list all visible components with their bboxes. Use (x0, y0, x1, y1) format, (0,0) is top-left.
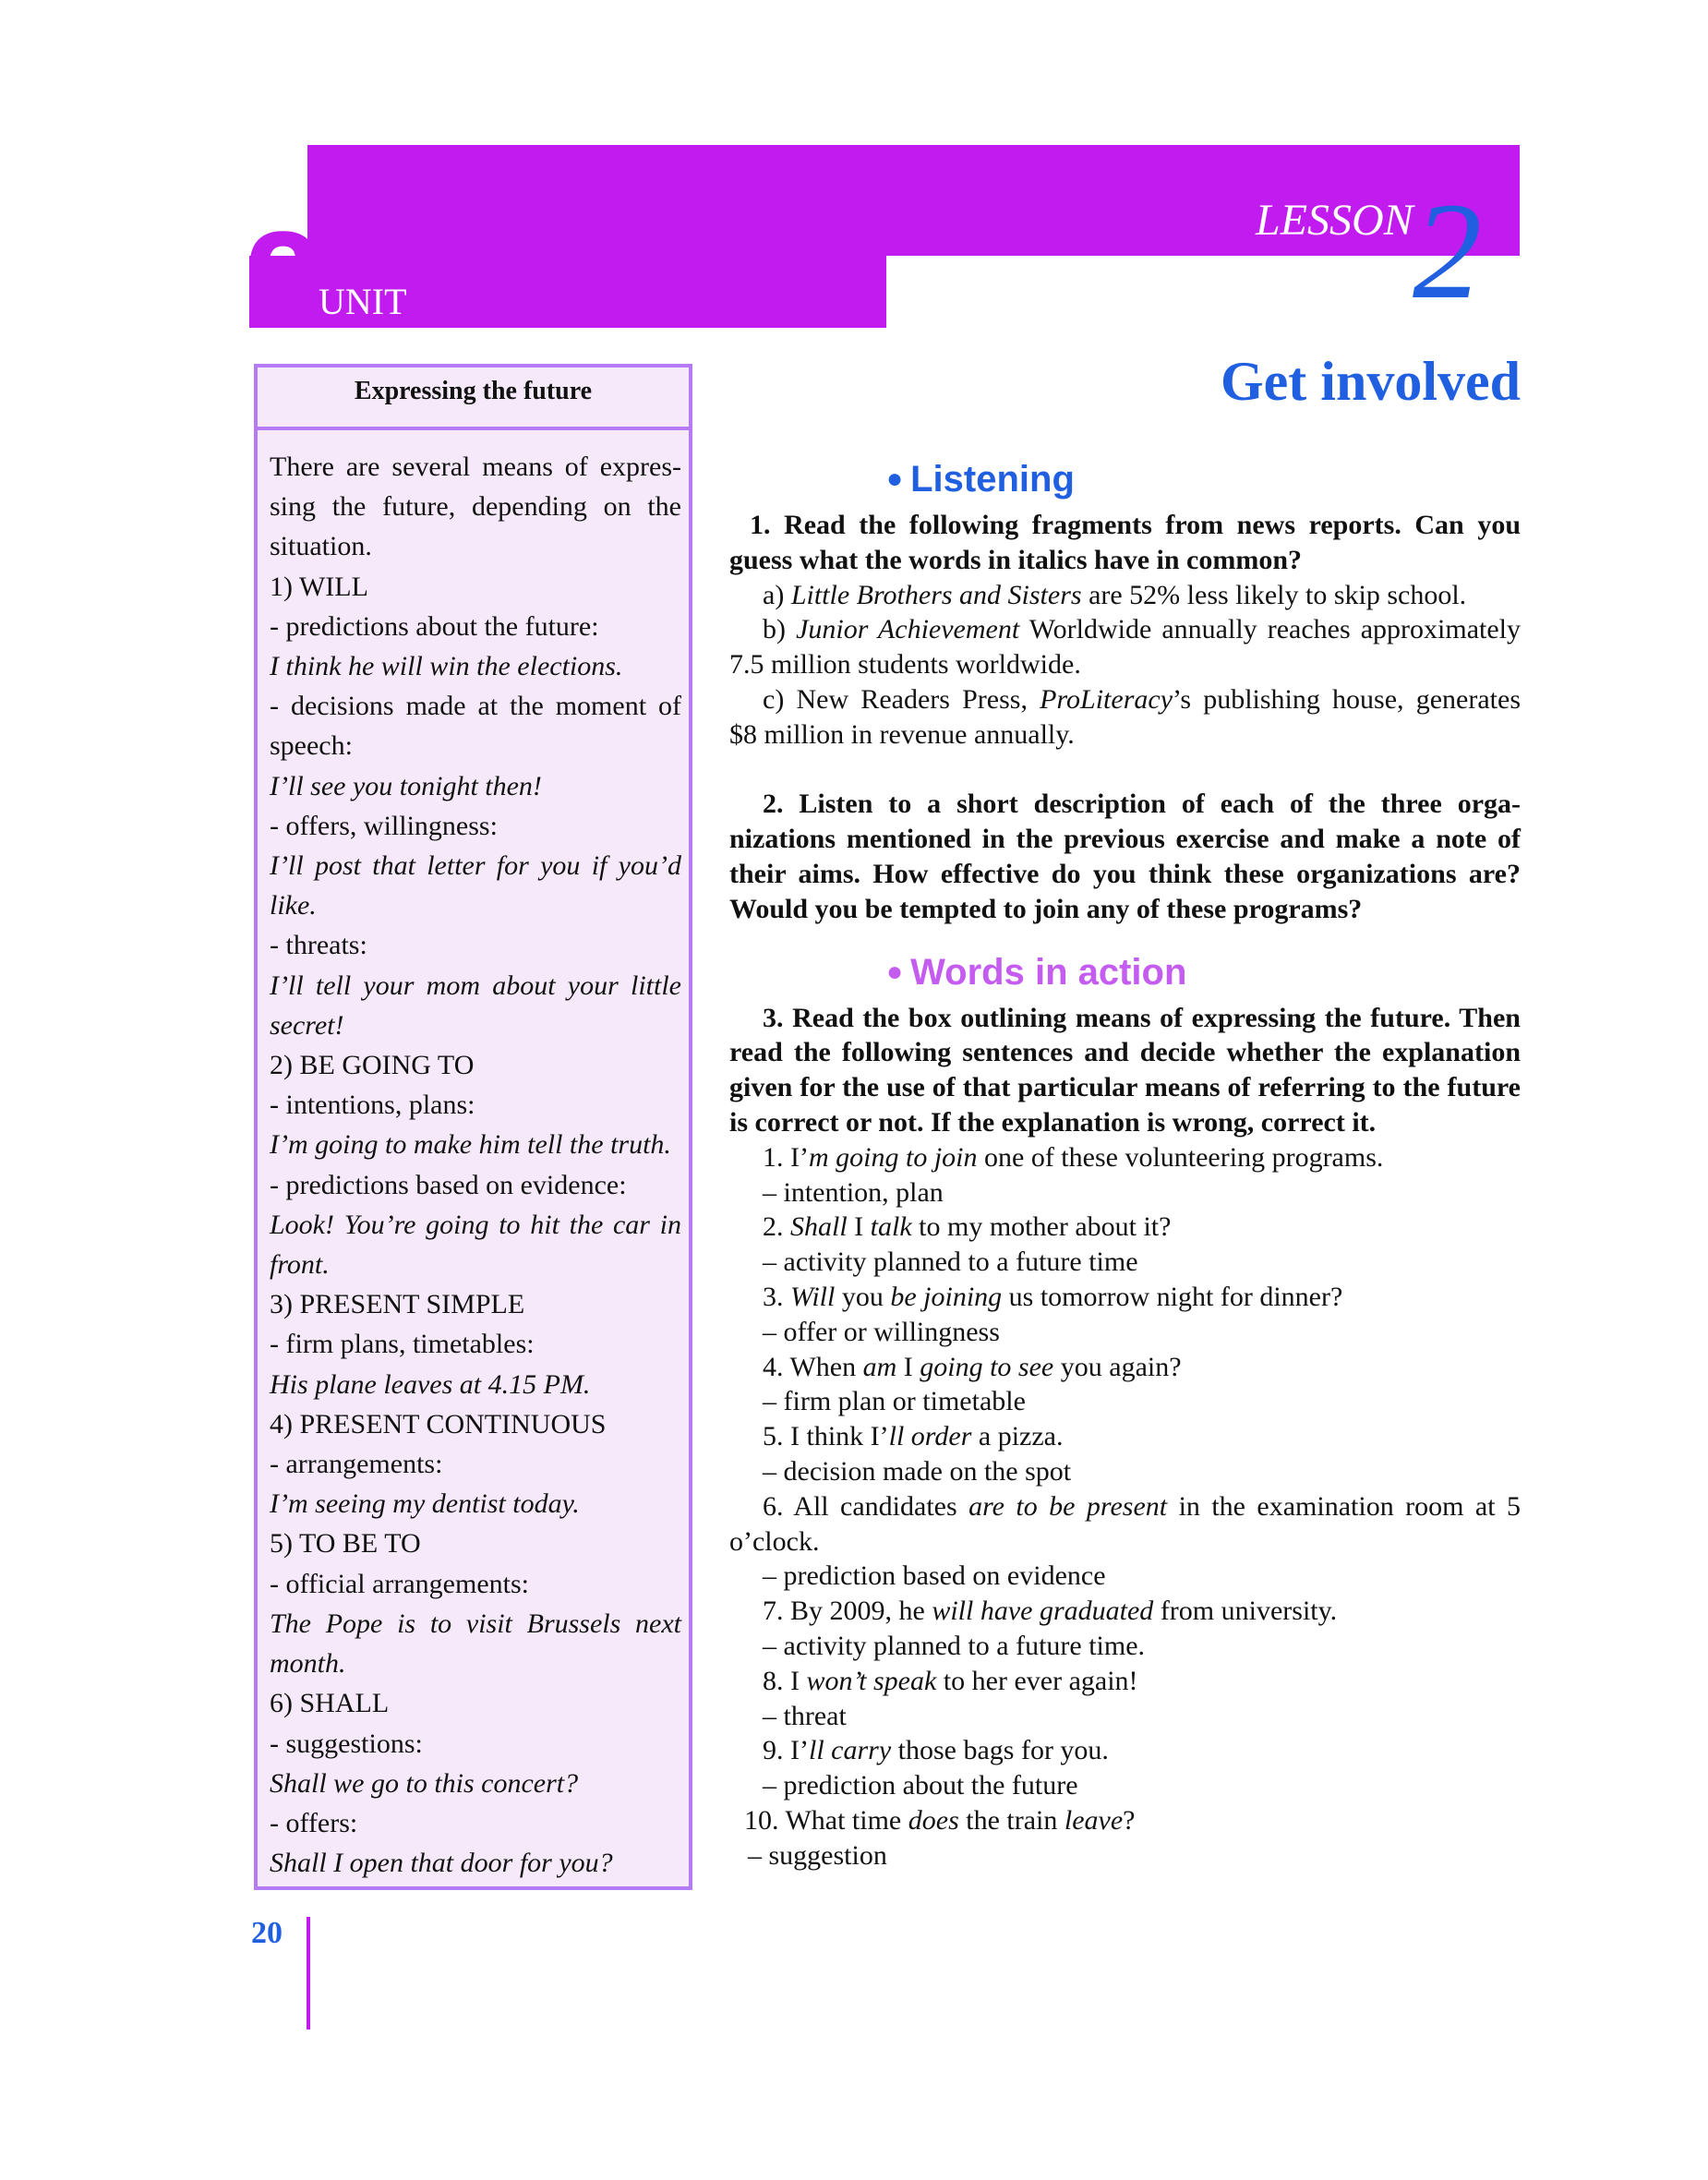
page-divider (307, 1917, 310, 2029)
fragment-b: b) Junior Achievement Worldwide annually reaches approximately (763, 614, 1522, 645)
exercise-3-sentence: 3. Will you be joining us tomorrow night for dinner? (763, 1281, 1343, 1312)
grammar-box-lines (270, 567, 681, 1884)
exercise-3-sentence: 1. I’m going to join one of these volunteering programs. (763, 1141, 1384, 1173)
box-line: - official arrangements: (270, 1568, 529, 1599)
box-line: secret! (270, 1009, 344, 1041)
box-line: I’ll post that letter for you if you’d (270, 850, 681, 882)
box-line: speech: (270, 730, 353, 762)
exercise-3-instruction: read the following sentences and decide whether the explanation (729, 1037, 1521, 1068)
exercise-3-sentence: 9. I’ll carry those bags for you. (763, 1735, 1109, 1766)
exercise-1-instruction: 1. Read the following fragments from news reports. Can you (750, 510, 1521, 540)
bullet-icon: ● (886, 464, 904, 494)
box-line: - offers: (270, 1807, 358, 1838)
box-line: Shall I open that door for you? (270, 1848, 613, 1879)
box-intro-line: sing the future, depending on the (270, 491, 681, 523)
unit-number: 2 (245, 202, 317, 357)
box-line: 2) BE GOING TO (270, 1050, 475, 1081)
exercise-3-explanation: – prediction based on evidence (763, 1560, 1106, 1592)
box-line: Look! You’re going to hit the car in (270, 1209, 681, 1240)
box-line: - threats: (270, 930, 367, 961)
fragment-c-cont: $8 million in revenue annually. (729, 718, 1075, 750)
box-line: - suggestions: (270, 1728, 423, 1759)
box-line: I’m seeing my dentist today. (270, 1488, 580, 1520)
exercise-3-sentence: 7. By 2009, he will have graduated from university. (763, 1596, 1338, 1627)
exercise-3-explanation: – offer or willingness (763, 1316, 1000, 1347)
exercise-3-instruction: 3. Read the box outlining means of expressing the future. Then (763, 1002, 1521, 1033)
exercise-3-sentence: 4. When am I going to see you again? (763, 1351, 1182, 1382)
exercise-3-sentence: 10. What time does the train leave? (744, 1804, 1136, 1836)
exercise-2-instruction: 2. Listen to a short description of each of the three orga- (763, 789, 1521, 820)
exercise-3-explanation: – threat (763, 1700, 847, 1731)
exercise-3-explanation: – activity planned to a future time. (763, 1630, 1146, 1661)
exercise-3-sentence: 5. I think I’ll order a pizza. (763, 1421, 1064, 1452)
exercises-column (729, 454, 1521, 1873)
grammar-box-title: Expressing the future (258, 367, 689, 430)
box-line: I’ll see you tonight then! (270, 770, 542, 801)
exercise-3-instruction: is correct or not. If the explanation is wrong, correct it. (729, 1106, 1377, 1138)
box-line: 3) PRESENT SIMPLE (270, 1289, 525, 1320)
exercise-3-explanation: – activity planned to a future time (763, 1247, 1138, 1278)
exercise-3-sentence: 2. Shall I talk to my mother about it? (763, 1211, 1172, 1243)
grammar-box (254, 364, 692, 1890)
exercise-3-explanation: – suggestion (748, 1839, 887, 1871)
box-line: - intentions, plans: (270, 1090, 475, 1121)
exercise-2-instruction: nizations mentioned in the previous exercise and make a note of (729, 824, 1521, 855)
exercise-2-instruction: their aims. How effective do you think these organizations are? (729, 858, 1521, 889)
exercise-3-explanation: – prediction about the future (763, 1770, 1078, 1801)
box-line: I’m going to make him tell the truth. (270, 1129, 671, 1161)
words-in-action-heading: ● Words in action (886, 951, 1187, 993)
exercise-1-instruction: guess what the words in italics have in common? (729, 544, 1303, 575)
box-intro-line: There are several means of expres- (270, 452, 681, 482)
box-line: 6) SHALL (270, 1688, 390, 1719)
box-line: - predictions based on evidence: (270, 1169, 627, 1200)
exercise-3-instruction: given for the use of that particular means of referring to the future (729, 1072, 1521, 1103)
box-line: I think he will win the elections. (270, 651, 623, 682)
fragment-b-cont: 7.5 million students worldwide. (729, 649, 1081, 680)
box-line: front. (270, 1249, 330, 1281)
box-line: like. (270, 890, 317, 921)
exercise-3-sentence-cont: o’clock. (729, 1525, 820, 1557)
box-line: I’ll tell your mom about your little (270, 970, 681, 1001)
box-line: Shall we go to this concert? (270, 1767, 579, 1799)
exercise-3-explanation: – intention, plan (763, 1176, 944, 1208)
fragment-a: a) Little Brothers and Sisters are 52% less likely to skip school. (763, 579, 1467, 610)
unit-label: UNIT (319, 281, 407, 322)
lesson-label: LESSON (1256, 196, 1413, 245)
fragment-c: c) New Readers Press, ProLiteracy’s publishing house, generates (763, 683, 1521, 715)
exercise-3-explanation: – decision made on the spot (763, 1455, 1072, 1487)
page-number: 20 (251, 1916, 283, 1950)
box-line: - offers, willingness: (270, 810, 498, 841)
box-line: The Pope is to visit Brussels next (270, 1608, 681, 1639)
box-line: - arrangements: (270, 1449, 443, 1480)
exercise-2-instruction: Would you be tempted to join any of these programs? (729, 893, 1363, 924)
exercise-3-sentence: 8. I won’t speak to her ever again! (763, 1665, 1138, 1696)
grammar-box-body (270, 447, 681, 1883)
box-line: month. (270, 1648, 346, 1680)
exercise-3-sentence: 6. All candidates are to be present in the examination room at 5 (763, 1490, 1521, 1522)
box-line: 4) PRESENT CONTINUOUS (270, 1408, 607, 1439)
box-line: His plane leaves at 4.15 PM. (270, 1368, 591, 1400)
bullet-icon: ● (886, 956, 904, 987)
box-line: 5) TO BE TO (270, 1528, 421, 1560)
box-line: - decisions made at the moment of (270, 691, 681, 722)
lesson-number: 2 (1413, 175, 1482, 328)
listening-heading: ● Listening (886, 459, 1075, 500)
box-line: - predictions about the future: (270, 610, 599, 642)
box-intro-line: situation. (270, 531, 372, 562)
box-line: 1) WILL (270, 571, 368, 602)
page-title: Get involved (1221, 351, 1521, 412)
box-line: - firm plans, timetables: (270, 1329, 535, 1360)
exercise-3-explanation: – firm plan or timetable (763, 1386, 1026, 1417)
exercise-3-items (729, 1140, 1521, 1873)
